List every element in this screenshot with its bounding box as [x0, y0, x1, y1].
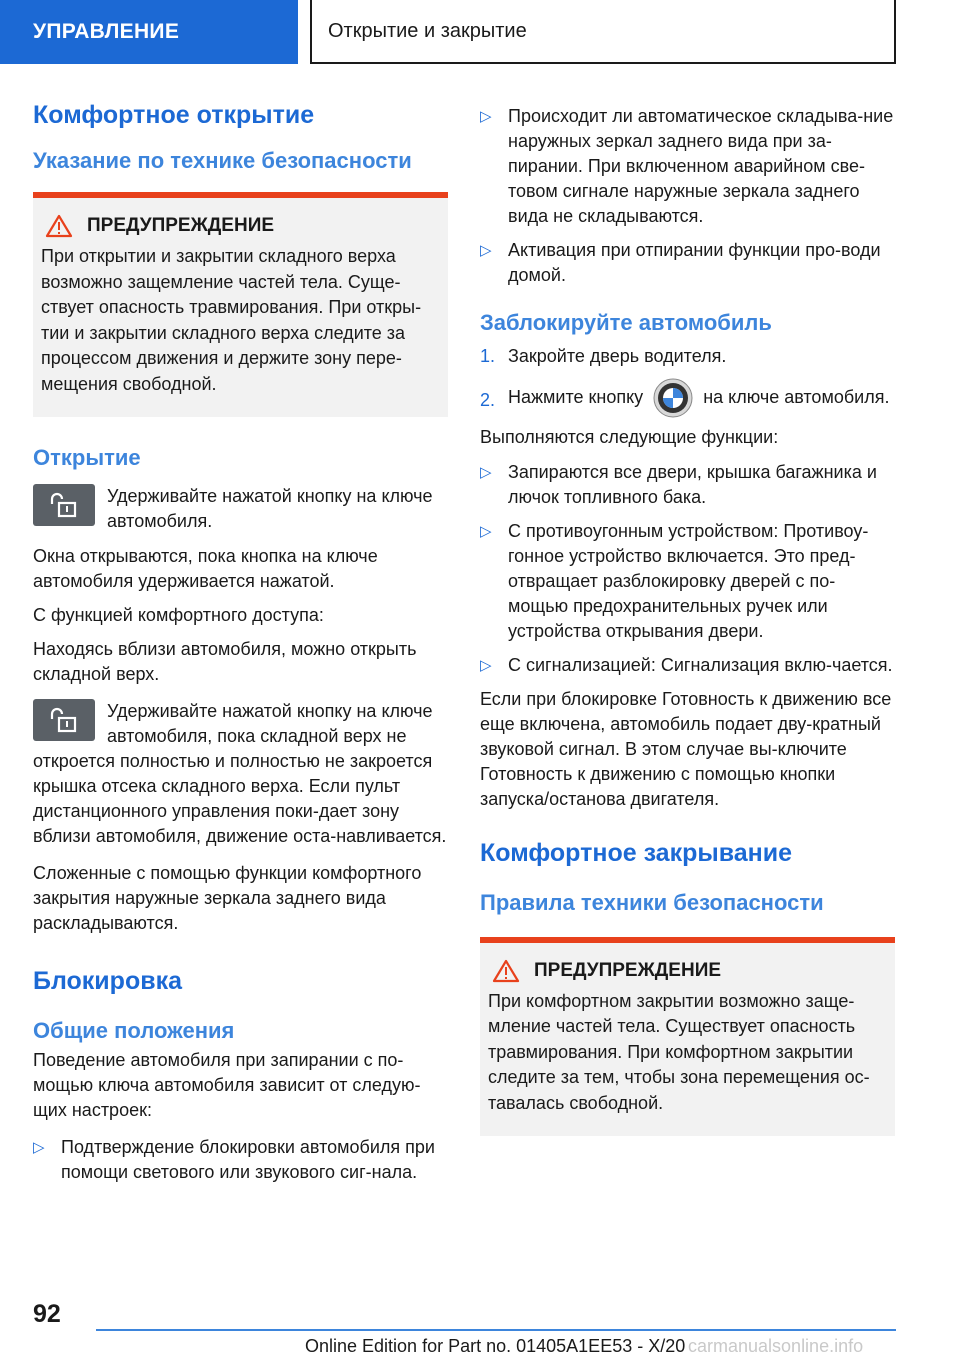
windows-text: Окна открываются, пока кнопка на ключе автомобиля удерживается нажатой.	[33, 545, 378, 591]
mirrors-text: Сложенные с помощью функции комфортного закрытия наружные зеркала заднего вида раскладываются.	[33, 862, 422, 933]
list-item: ▷ С сигнализацией: Сигнализация вклю-чается.	[480, 653, 895, 678]
general-text: Поведение автомобиля при запирании с по-мощью ключа автомобиля зависит от следую-щих настроек:	[33, 1050, 421, 1121]
triangle-bullet-icon: ▷	[480, 108, 492, 125]
unlock-key-icon	[33, 699, 95, 741]
triangle-bullet-icon: ▷	[480, 464, 492, 482]
warning-title: ПРЕДУПРЕЖДЕНИЕ	[87, 215, 275, 237]
comfort-access-label: С функцией комфортного доступа:	[33, 604, 324, 625]
list-item: ▷ Происходит ли автоматическое складыва-ние наружных зеркал заднего вида при за-пирании. При включенном аварийном све-товом сигнале наружные зеркала заднего вида не складываются.	[480, 106, 894, 226]
triangle-bullet-icon: ▷	[33, 1139, 45, 1157]
hold-text: Удерживайте нажатой кнопку на ключе автомобиля, пока складной верх не откроется полностью и полностью не закроется крышка отсека складного верха. Если пульт дистанционного управления поки-дает зону вблизи автомобиля, движение оста-навливается.	[33, 700, 447, 846]
open-key-text: Удерживайте нажатой кнопку на ключе автомобиля.	[107, 485, 433, 531]
triangle-bullet-icon: ▷	[480, 242, 492, 259]
footer-watermark: carmanualsonline.info	[688, 1336, 864, 1356]
step-item: 2. Нажмите кнопку на ключе автомобиля.	[480, 378, 895, 418]
heading-comfort-close: Комфортное закрывание	[480, 839, 793, 868]
warning-title: ПРЕДУПРЕЖДЕНИЕ	[534, 959, 722, 981]
unlock-key-icon	[33, 484, 95, 526]
warning-text: При комфортном закрытии возможно заще-мление частей тела. Существует опасность травмирования. При комфортном закрытии следите за тем, чтобы зона перемещения ос-тавалась свободной.	[488, 990, 870, 1113]
heading-lock: Блокировка	[33, 966, 182, 995]
page-number: 92	[33, 1300, 61, 1328]
heading-safety: Указание по технике безопасности	[33, 148, 412, 173]
heading-open: Открытие	[33, 445, 141, 471]
left-column	[33, 100, 448, 1194]
chapter-title: Открытие и закрытие	[328, 19, 527, 42]
footer-edition: Online Edition for Part no. 01405A1EE53 - X/20	[305, 1336, 686, 1356]
near-car-text: Находясь вблизи автомобиля, можно открыть складной верх.	[33, 638, 417, 684]
ready-text: Если при блокировке Готовность к движению все еще включена, автомобиль подает дву-кратный звуковой сигнал. В этом случае вы-ключите Готовность к движению с помощью кнопки запуска/останова двигателя.	[480, 689, 892, 810]
list-item: ▷ С противоугонным устройством: Противоу-гонное устройство включается. Это пред-отвращает разблокировку дверей с по-мощью предохранительных ручек или устройства открывания двери.	[480, 521, 869, 642]
heading-safety-rules: Правила техники безопасности	[480, 890, 824, 916]
list-item: ▷ Активация при отпирании функции про-води домой.	[480, 240, 881, 285]
right-column	[480, 104, 895, 1136]
list-item: ▷ Подтверждение блокировки автомобиля при помощи светового или звукового сиг-нала.	[33, 1137, 435, 1183]
warning-triangle-icon	[45, 214, 73, 238]
chapter-tab	[310, 0, 896, 64]
warning-triangle-icon	[492, 959, 520, 983]
section-title: УПРАВЛЕНИЕ	[33, 20, 180, 43]
function-bullets	[480, 460, 895, 678]
section-tab	[0, 0, 298, 64]
step-item: 1. Закройте дверь водителя.	[480, 346, 727, 367]
list-item: ▷ Запираются все двери, крышка багажника и лючок топливного бака.	[480, 462, 877, 508]
heading-general: Общие положения	[33, 1017, 235, 1043]
heading-lock-car: Заблокируйте автомобиль	[480, 310, 772, 335]
triangle-bullet-icon: ▷	[480, 657, 492, 675]
top-bullets	[480, 104, 895, 288]
warning-text: При открытии и закрытии складного верха возможно защемление частей тела. Суще-ствует опасность травмирования. При откры-тии и закрытии складного верха следите за процессом движения и держите зону пере-мещения свободной.	[41, 246, 422, 394]
lock-steps	[480, 344, 895, 418]
triangle-bullet-icon: ▷	[480, 523, 492, 541]
warning-box	[480, 937, 895, 1137]
functions-label: Выполняются следующие функции:	[480, 427, 779, 448]
footer-divider	[96, 1329, 896, 1331]
heading-comfort-open: Комфортное открытие	[33, 101, 315, 129]
general-bullets	[33, 1135, 448, 1185]
warning-box	[33, 192, 448, 417]
bmw-logo-button-icon	[653, 378, 693, 418]
